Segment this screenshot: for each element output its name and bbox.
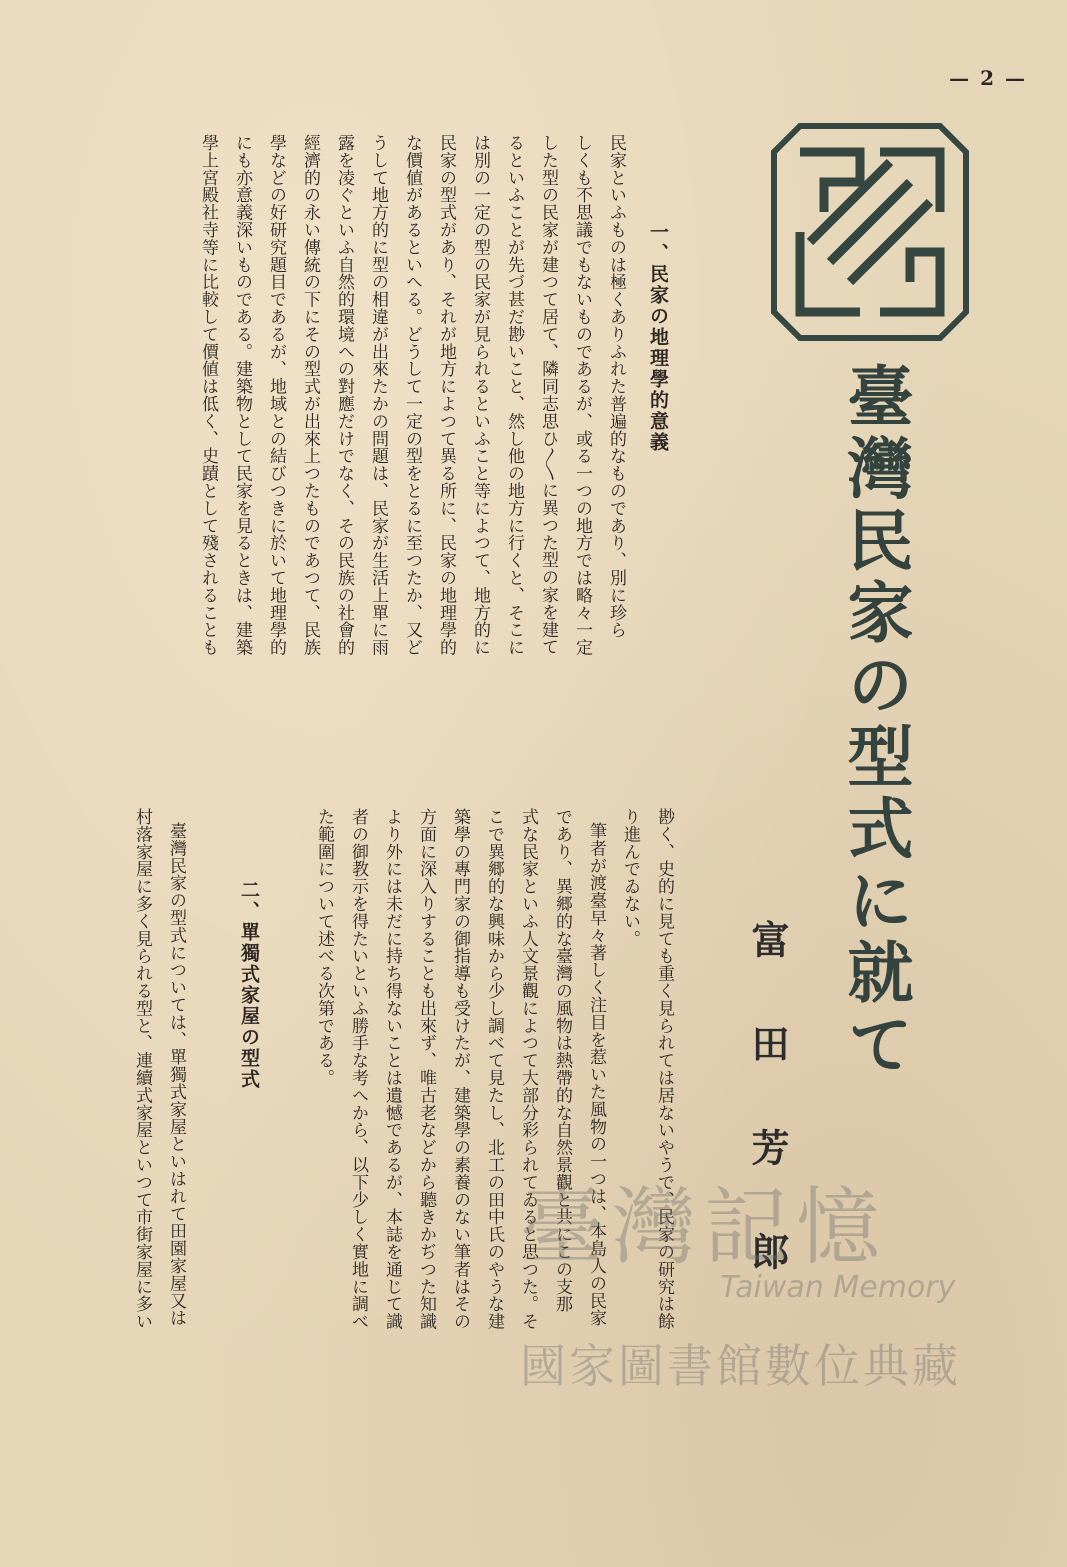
body-line: 尠く、史的に見ても重く見られては居ないやうで、民家の研究は餘: [654, 808, 674, 1330]
body-line: した型の民家が建つて居て、隣同志思ひ〳〵に異つた型の家を建て: [538, 134, 558, 656]
body-line: 式な民家といふ人文景觀によつて大部分彩られてゐると思つた。そ: [518, 808, 538, 1330]
body-line: より外には未だに持ち得ないことは遺憾であるが、本誌を通じて識: [382, 808, 402, 1330]
body-line: 民家といふものは極くありふれた普遍的なものであり、別に珍ら: [606, 134, 626, 639]
watermark: [520, 1160, 1020, 1460]
body-line: るといふことが先づ甚だ尠いこと、然し他の地方に行くと、そこに: [504, 134, 524, 656]
body-line: 村落家屋に多く見られる型と、連續式家屋といつて市街家屋に多い: [132, 808, 152, 1330]
section-heading-1: 一、民家の地理學的意義: [647, 222, 669, 453]
body-line: にも亦意義深いものである。建築物として民家を見るときは、建築: [232, 134, 252, 656]
watermark-english: Taiwan Memory: [720, 1270, 956, 1305]
body-line: 筆者が渡臺早々著しく注目を惹いた風物の一つは、本島人の民家: [586, 822, 606, 1327]
body-line: な價値があるといへる。どうして一定の型をとるに至つたか、又ど: [402, 134, 422, 656]
body-line: 學上宮殿社寺等に比較して價値は低く、史蹟として殘されることも: [198, 134, 218, 656]
article-title: 臺灣民家の型式に就て: [836, 362, 914, 1082]
body-line: こで異郷的な興味から少し調べて見たし、北工の田中氏のやうな建: [484, 808, 504, 1330]
body-line: た範圍について述べる次第である。: [314, 808, 334, 1087]
body-line: 方面に深入りすることも出來ず、唯古老などから聽きかぢつた知識: [416, 808, 436, 1330]
body-line: 築學の專門家の御指導も受けたが、建築學の素養のない筆者はその: [450, 808, 470, 1330]
body-line: 露を凌ぐといふ自然的環境への對應だけでなく、その民族の社會的: [334, 134, 354, 656]
body-line: 民家の型式があり、それが地方によつて異る所に、民家の地理學的: [436, 134, 456, 656]
body-line: であり、異郷的な臺灣の風物は熱帶的な自然景觀と共にこの支那: [552, 808, 572, 1313]
body-line: り進んでゐない。: [620, 808, 640, 948]
body-line: 者の御教示を得たいといふ勝手な考へから、以下少しく實地に調べ: [348, 808, 368, 1330]
page-number: — 2 —: [949, 66, 1027, 90]
watermark-subtitle: 國家圖書館數位典藏: [520, 1339, 961, 1393]
body-line: は別の一定の型の民家が見られるといふこと等によつて、地方的に: [470, 134, 490, 656]
body-line: 學などの好研究題目であるが、地域との結びつきに於いて地理學的: [266, 134, 286, 656]
author-name: 富田芳郎: [745, 920, 790, 1336]
body-line: うして地方的に型の相違が出來たかの問題は、民家が生活上單に雨: [368, 134, 388, 656]
body-line: しくも不思議でもないものであるが、或る一つの地方では略々一定: [572, 134, 592, 656]
body-line: 經濟的の永い傳統の下にその型式が出來上つたものであつて、民族: [300, 134, 320, 656]
decorative-seal-icon: [760, 112, 980, 352]
body-line: 臺灣民家の型式については、單獨式家屋といはれて田園家屋又は: [166, 822, 186, 1327]
watermark-chinese: 臺灣記憶: [520, 1178, 889, 1276]
section-heading-2: 二、單獨式家屋の型式: [238, 880, 260, 1090]
